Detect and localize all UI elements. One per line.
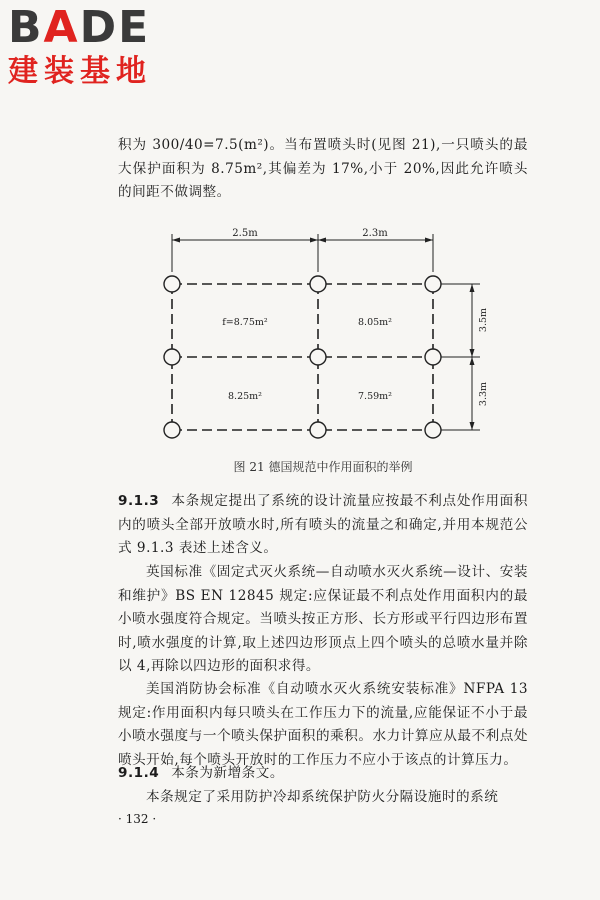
arrow-top-left [172,238,180,243]
sprinkler-head [425,422,441,438]
dim-label-top-right: 2.3m [362,228,388,239]
section-text: 本条规定提出了系统的设计流量应按最不利点处作用面积内的喷头全部开放喷水时,所有喷头的流量之和确定,并用本规范公式 9.1.3 表述上述含义。 [118,493,528,556]
nfpa-paragraph: 美国消防协会标准《自动喷水灭火系统安装标准》NFPA 13 规定:作用面积内每只喷头在工作压力下的流量,应能保证不小于最小喷水强度与一个喷头保护面积的乘积。水力计算应从最不利点处喷头开始,每个喷头开放时的工作压力不应小于该点的计算压力。 [118,681,528,768]
arrow-right-mid-down [470,357,475,365]
arrow-right-bottom [470,422,475,430]
section-number: 9.1.3 [118,493,160,509]
arrow-top-mid-left [310,238,318,243]
section-9-1-4-paragraph [118,762,528,786]
logo-wordmark: BADE [8,2,151,53]
arrow-right-top [470,284,475,292]
dim-label-right-bottom: 3.3m [478,381,489,407]
area-label-top-left: f=8.75m² [222,317,268,328]
page-number: · 132 · [118,812,157,826]
area-label-bottom-left: 8.25m² [228,391,262,402]
dim-label-right-top: 3.5m [478,307,489,333]
arrow-right-mid-up [470,349,475,357]
area-label-bottom-right: 7.59m² [358,391,392,402]
sprinkler-head [164,276,180,292]
bade-logo [8,4,178,90]
arrow-top-mid-right [318,238,326,243]
section-9-1-3-paragraph [118,490,528,561]
logo-subtitle: 建装基地 [8,54,152,89]
figure-caption: 图 21 德国规范中作用面积的举例 [233,460,413,474]
dim-label-top-left: 2.5m [232,228,258,239]
sprinkler-head [310,276,326,292]
arrow-top-right [425,238,433,243]
sprinkler-layout-figure [150,222,510,452]
area-label-top-right: 8.05m² [358,317,392,328]
sprinkler-head [164,349,180,365]
sprinkler-grid-diagram [150,222,510,452]
sprinkler-head [425,349,441,365]
intro-paragraph: 积为 300/40=7.5(m²)。当布置喷头时(见图 21),一只喷头的最大保护面积为 8.75m²,其偏差为 17%,小于 20%,因此允许喷头的间距不做调整。 [118,137,528,200]
bs-en-paragraph: 英国标准《固定式灭火系统—自动喷水灭火系统—设计、安装和维护》BS EN 12845 规定:应保证最不利点处作用面积内的最小喷水强度符合规定。当喷头按正方形、长方形或平行四边形布置时,喷水强度的计算,取上述四边形顶点上四个喷头的总喷水量并除以 4,再除以四边形的面积求得。 [118,564,528,674]
sprinkler-head [425,276,441,292]
section-number: 9.1.4 [118,765,160,781]
last-paragraph: 本条规定了采用防护冷却系统保护防火分隔设施时的系统 [146,789,499,805]
sprinkler-head [164,422,180,438]
sprinkler-head [310,349,326,365]
sprinkler-head [310,422,326,438]
section-text: 本条为新增条文。 [171,765,284,781]
